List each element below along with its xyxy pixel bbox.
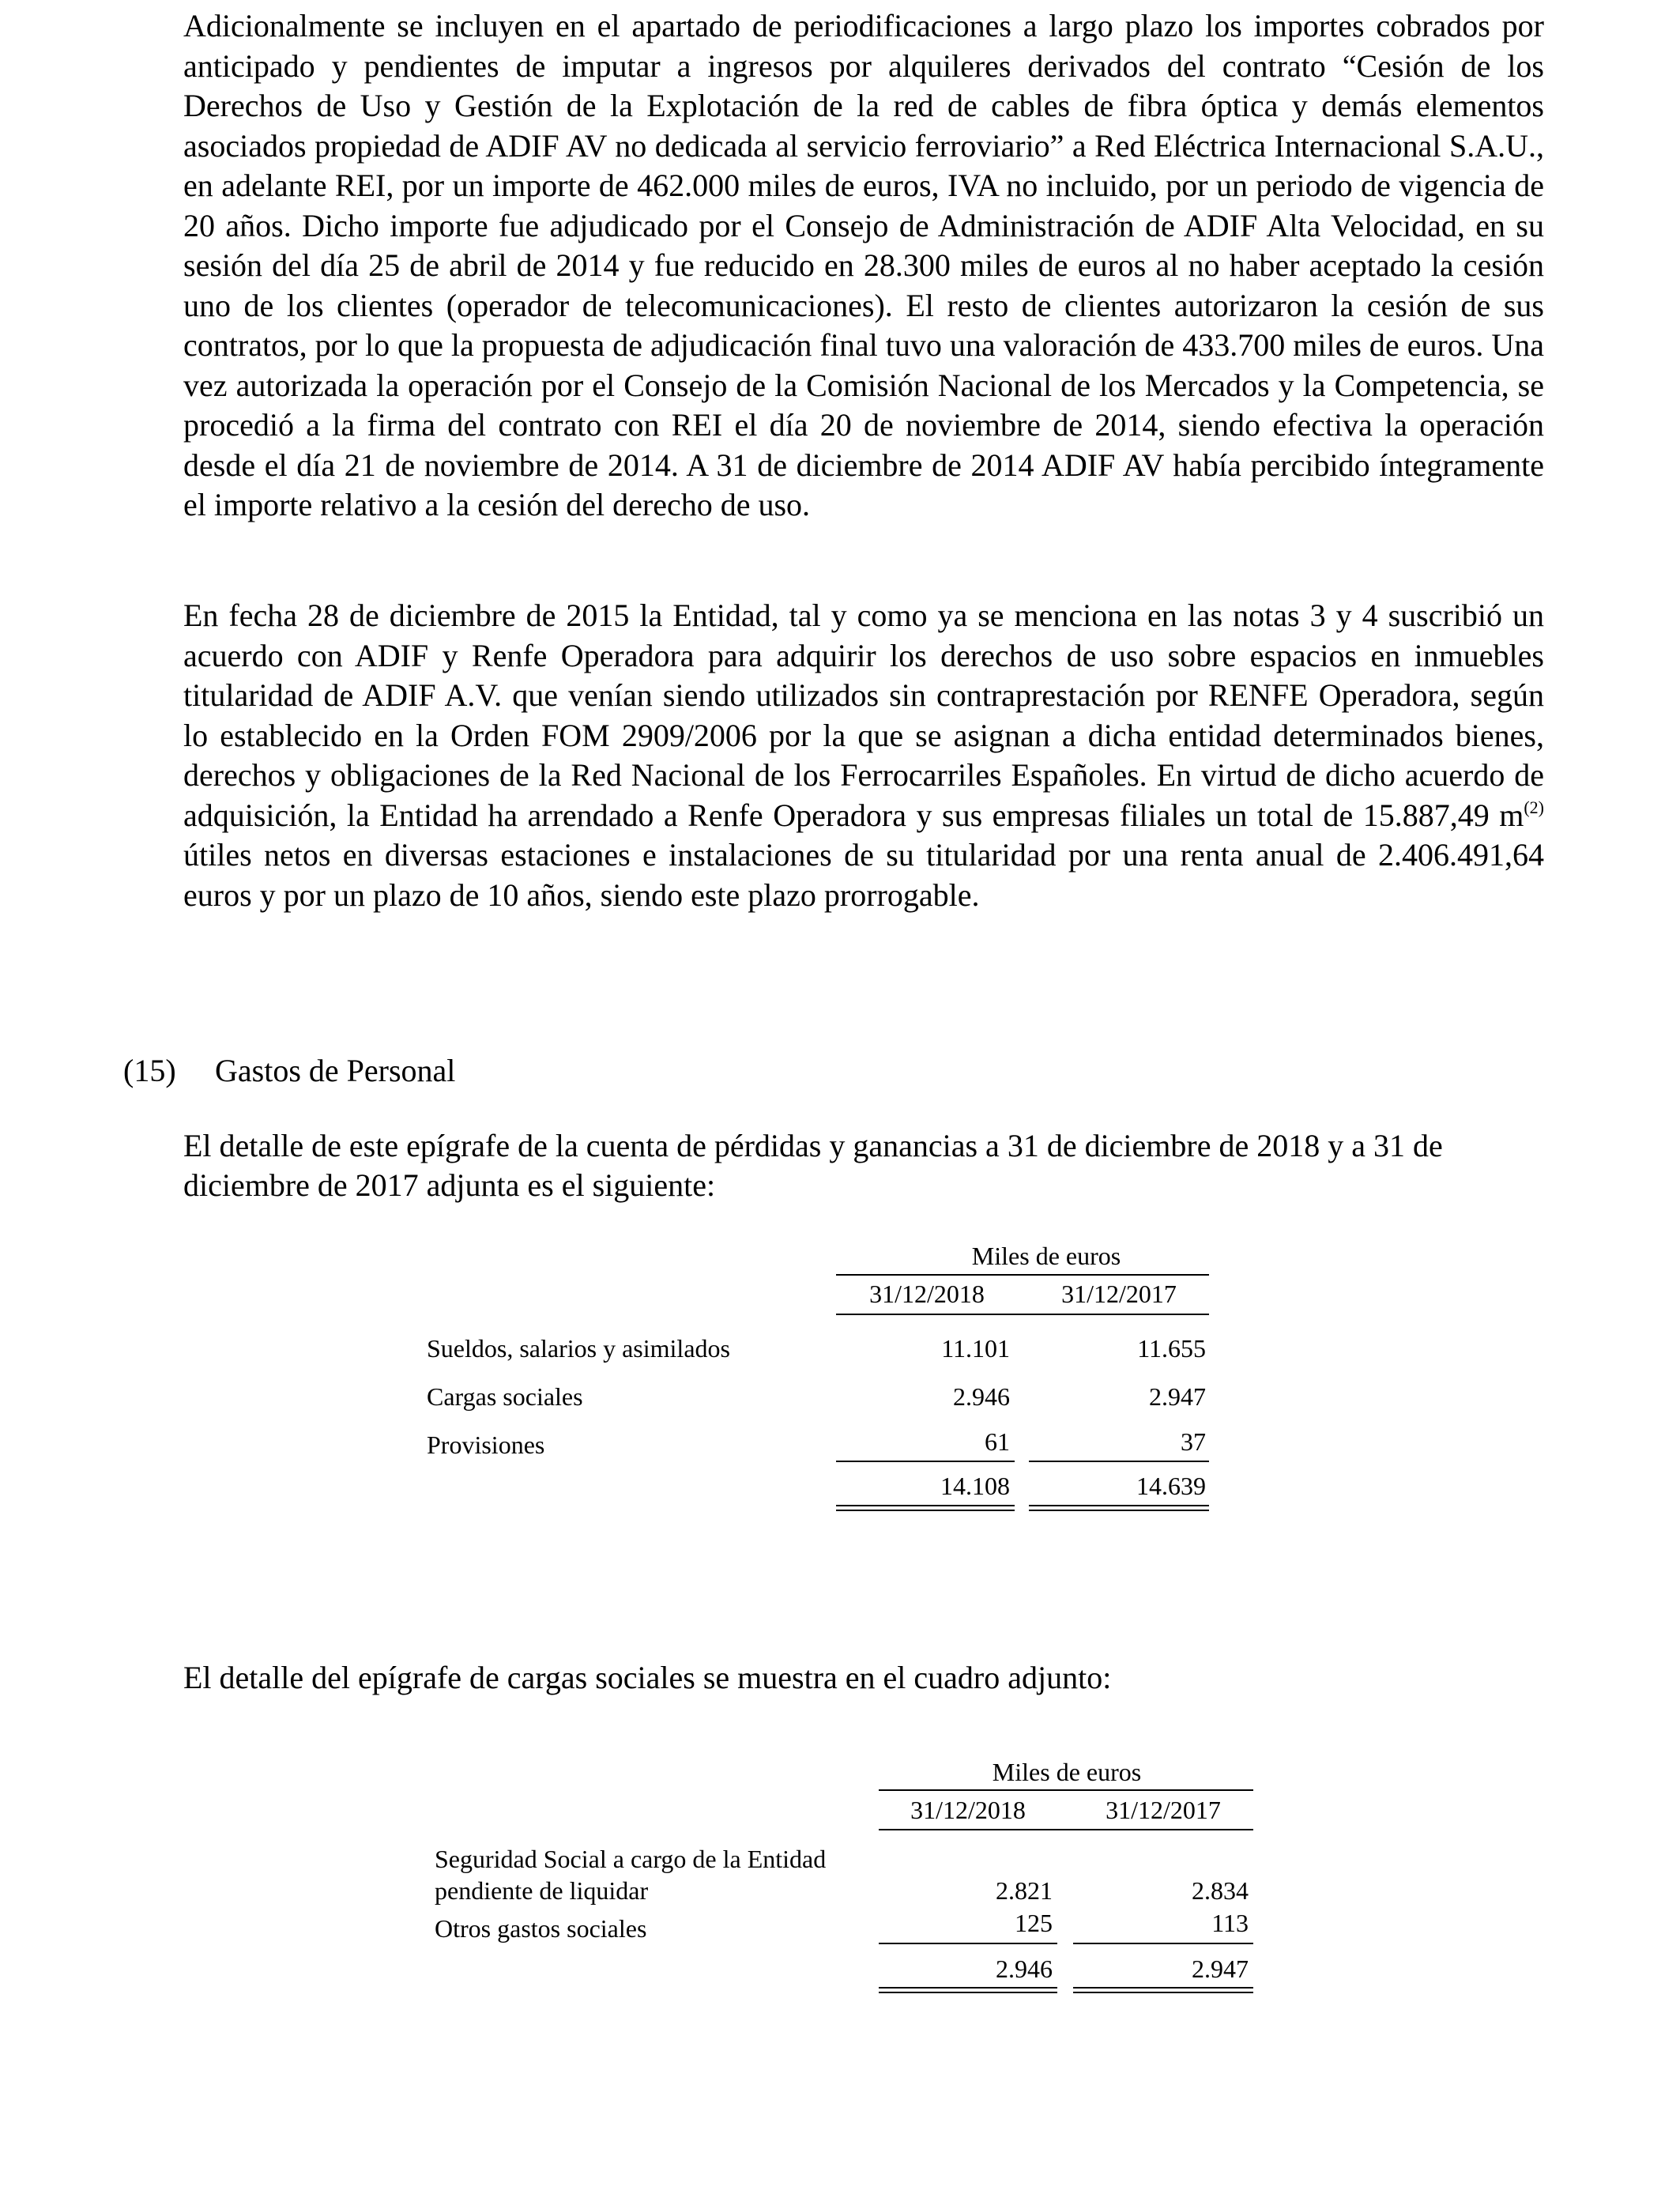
footnote-marker: (2)	[1524, 797, 1544, 817]
section-number: (15)	[123, 1053, 176, 1088]
table2-row-2017: 113	[1211, 1909, 1249, 1937]
table1-row-2018: 61	[985, 1427, 1010, 1456]
table2-header-rule	[879, 1789, 1253, 1791]
section-heading	[123, 1051, 455, 1091]
table1-header-rule	[836, 1274, 1209, 1276]
table1-row-2017: 2.947	[1149, 1382, 1206, 1411]
table1-row-2017: 11.655	[1137, 1334, 1206, 1363]
table2-subtotal-rule-2018	[879, 1943, 1057, 1944]
table2-col-2018: 31/12/2018	[910, 1796, 1026, 1824]
table2-row-label-line2: pendiente de liquidar	[435, 1876, 649, 1905]
paragraph-renfe-arrendamiento	[183, 596, 1544, 915]
table1-subtotal-rule-2017	[1029, 1461, 1209, 1462]
table1-col-2017: 31/12/2017	[1061, 1280, 1177, 1308]
table2-col-2017: 31/12/2017	[1106, 1796, 1221, 1824]
table2-row-label-line1: Seguridad Social a cargo de la Entidad	[435, 1845, 827, 1873]
table1-subtotal-rule-2018	[836, 1461, 1015, 1462]
table1-row-2018: 11.101	[941, 1334, 1010, 1363]
table2-total-2017: 2.947	[1192, 1955, 1249, 1983]
intro-cargas-sociales: El detalle del epígrafe de cargas sociales se muestra en el cuadro adjunto:	[183, 1660, 1112, 1695]
table2-row-2017: 2.834	[1192, 1876, 1249, 1905]
table1-row-2017: 37	[1181, 1427, 1206, 1456]
table1-row-label: Provisiones	[427, 1431, 545, 1459]
table1-total-rule-2017	[1029, 1505, 1209, 1511]
table2-col-rule	[879, 1829, 1253, 1830]
table1-col-2018: 31/12/2018	[869, 1280, 985, 1308]
intro-gastos-personal: El detalle de este epígrafe de la cuenta de pérdidas y ganancias a 31 de diciembre de 2018 y a 31 de diciembre de 2017 adjunta es el siguiente:	[183, 1128, 1443, 1203]
table1-total-rule-2018	[836, 1505, 1015, 1511]
table1-row-label: Cargas sociales	[427, 1382, 583, 1411]
table1-row-label: Sueldos, salarios y asimilados	[427, 1334, 730, 1363]
paragraph-fibra-optica: Adicionalmente se incluyen en el apartado de periodificaciones a largo plazo los importes cobrados por anticipado y pendientes de imputar a ingresos por alquileres derivados del contrato “Cesión de los Derechos de Uso y Gestión de la Explotación de la red de cables de fibra óptica y demás elementos asociados propiedad de ADIF AV no dedicada al servicio ferroviario” a Red Eléctrica Internacional S.A.U., en adelante REI, por un importe de 462.000 miles de euros, IVA no incluido, por un periodo de vigencia de 20 años. Dicho importe fue adjudicado por el Consejo de Administración de ADIF Alta Velocidad, en su sesión del día 25 de abril de 2014 y fue reducido en 28.300 miles de euros al no haber aceptado la cesión uno de los clientes (operador de telecomunicaciones). El resto de clientes autorizaron la cesión de sus contratos, por lo que la propuesta de adjudicación final tuvo una valoración de 433.700 miles de euros. Una vez autorizada la operación por el Consejo de la Comisión Nacional de los Mercados y la Competencia, se procedió a la firma del contrato con REI el día 20 de noviembre de 2014, siendo efectiva la operación desde el día 21 de noviembre de 2014. A 31 de diciembre de 2014 ADIF AV había percibido íntegramente el importe relativo a la cesión del derecho de uso.	[183, 8, 1544, 522]
table2-row-2018: 125	[1015, 1909, 1053, 1937]
table1-unit-header: Miles de euros	[971, 1242, 1121, 1270]
table2-total-rule-2018	[879, 1987, 1057, 1993]
section-title: Gastos de Personal	[215, 1053, 456, 1088]
table1-row-2018: 2.946	[953, 1382, 1010, 1411]
table2-unit-header: Miles de euros	[992, 1758, 1142, 1786]
table2-subtotal-rule-2017	[1073, 1943, 1253, 1944]
table1-total-2018: 14.108	[940, 1472, 1010, 1500]
table2-row-label: Otros gastos sociales	[435, 1914, 647, 1943]
table1-col-rule	[836, 1314, 1209, 1315]
table2-total-2018: 2.946	[996, 1955, 1053, 1983]
paragraph-renfe-text-b: útiles netos en diversas estaciones e instalaciones de su titularidad por una renta anual de 2.406.491,64 euros y por un plazo de 10 años, siendo este plazo prorrogable.	[183, 837, 1544, 913]
table1-total-2017: 14.639	[1136, 1472, 1206, 1500]
table2-row-2018: 2.821	[996, 1876, 1053, 1905]
table2-total-rule-2017	[1073, 1987, 1253, 1993]
paragraph-renfe-text-a: En fecha 28 de diciembre de 2015 la Entidad, tal y como ya se menciona en las notas 3 y 4 suscribió un acuerdo con ADIF y Renfe Operadora para adquirir los derechos de uso sobre espacios en inmuebles titularidad de ADIF A.V. que venían siendo utilizados sin contraprestación por RENFE Operadora, según lo establecido en la Orden FOM 2909/2006 por la que se asignan a dicha entidad determinados bienes, derechos y obligaciones de la Red Nacional de los Ferrocarriles Españoles. En virtud de dicho acuerdo de adquisición, la Entidad ha arrendado a Renfe Operadora y sus empresas filiales un total de 15.887,49 m	[183, 598, 1544, 833]
